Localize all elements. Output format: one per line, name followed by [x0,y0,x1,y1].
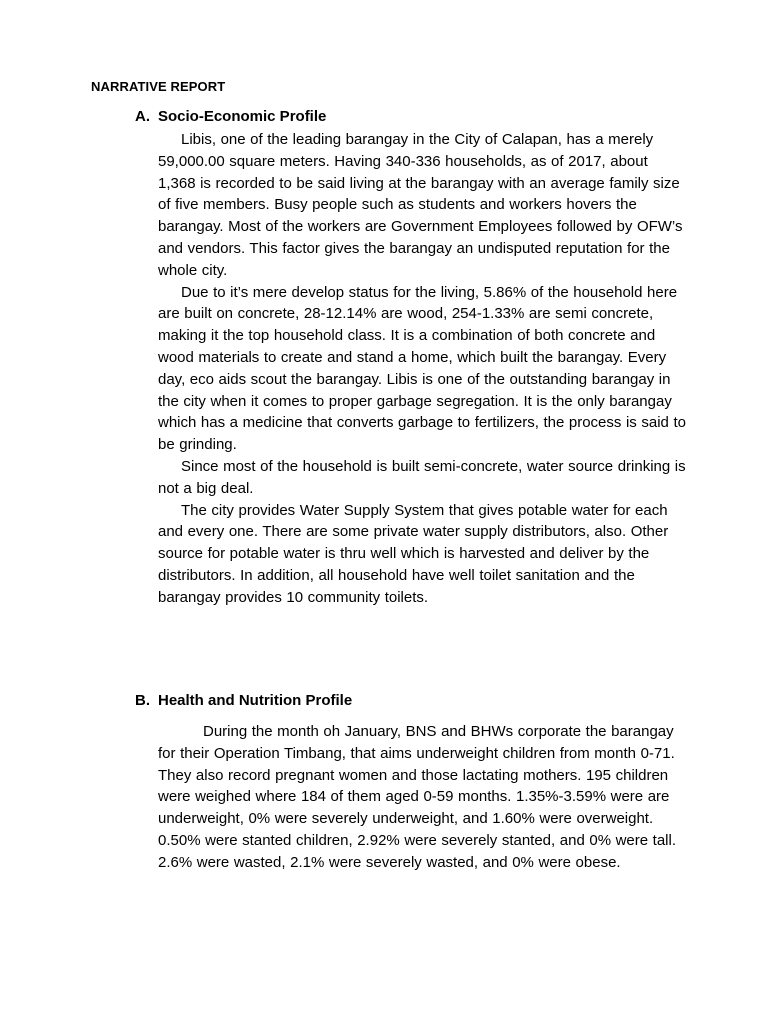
section-letter: B. [135,692,150,709]
section-heading [135,691,688,713]
section-letter: A. [135,108,150,125]
document-title: NARRATIVE REPORT [91,79,226,94]
paragraph: Libis, one of the leading barangay in the City of Calapan, has a merely 59,000.00 square meters. Having 340-336 households, as of 2017, about 1,368 is recorded to be said living at the barangay with an average family size of five members. Busy people such as students and workers hovers the barangay. Most of the workers are Government Employees followed by OFW’s and vendors. This factor gives the barangay an undisputed reputation for the whole city. [158,131,683,279]
paragraph: During the month oh January, BNS and BHWs corporate the barangay for their Operation Timbang, that aims underweight children from month 0-71. They also record pregnant women and those lactating mothers. 195 children were weighed where 184 of them aged 0-59 months. 1.35%-3.59% were are underweight, 0% were severely underweight, and 1.60% were overweight. 0.50% were stanted children, 2.92% were severely stanted, and 0% were tall. 2.6% were wasted, 2.1% were severely wasted, and 0% were obese. [158,723,677,871]
section-title: Health and Nutrition Profile [158,692,353,709]
paragraph: Due to it’s mere develop status for the living, 5.86% of the household here are built on concrete, 28-12.14% are wood, 254-1.33% are semi concrete, making it the top household class. It is a combination of both concrete and wood materials to create and stand a home, which built the barangay. Every day, eco aids scout the barangay. Libis is one of the outstanding barangay in the city when it comes to proper garbage segregation. It is the only barangay which has a medicine that converts garbage to fertilizers, the process is said to be grinding. [158,283,686,454]
section-health-nutrition [135,691,688,874]
section-socio-economic [135,107,688,609]
section-heading [135,107,688,129]
section-title: Socio-Economic Profile [158,108,327,125]
paragraph: The city provides Water Supply System that gives potable water for each and every one. There are some private water supply distributors, also. Other source for potable water is thru well which is harvested and deliver by the distributors. In addition, all household have well toilet sanitation and the barangay provides 10 community toilets. [158,501,669,606]
paragraph: Since most of the household is built semi-concrete, water source drinking is not a big deal. [158,457,686,497]
